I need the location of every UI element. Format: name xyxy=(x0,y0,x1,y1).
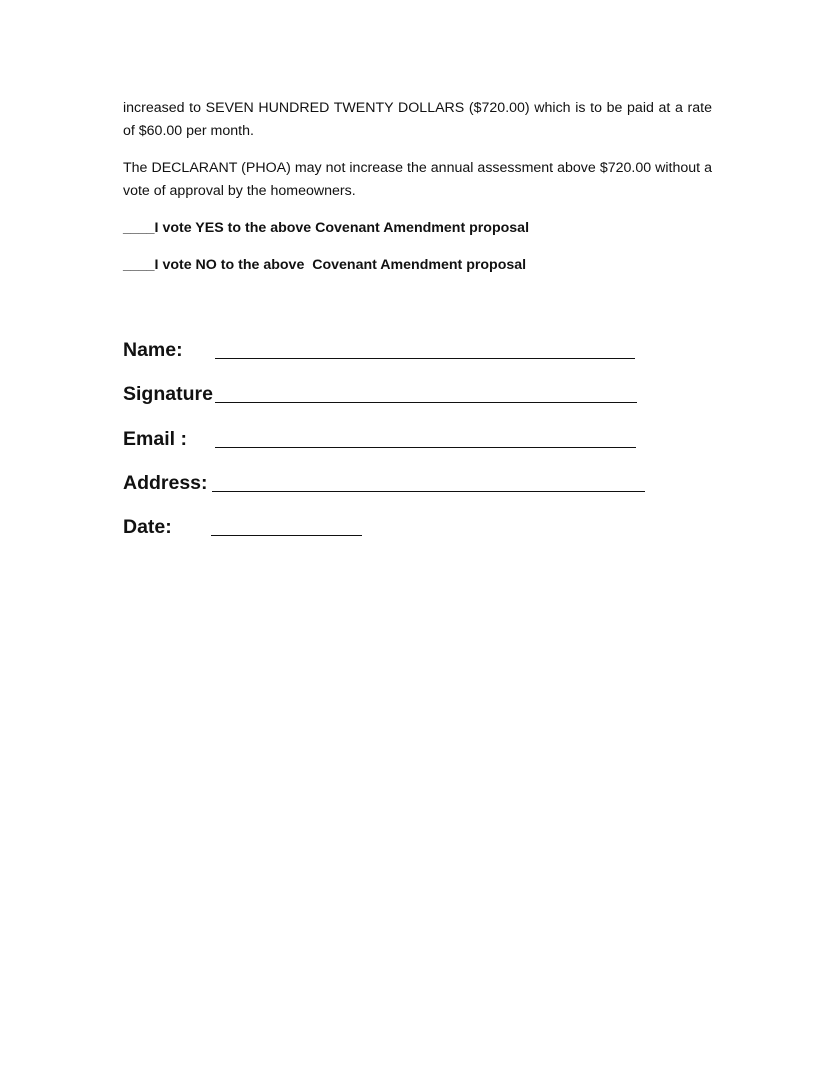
date-label: Date: xyxy=(123,516,172,538)
name-label: Name: xyxy=(123,339,183,361)
declarant-paragraph: The DECLARANT (PHOA) may not increase the annual assessment above $720.00 without a vote of approval by the homeowners. xyxy=(123,160,712,199)
vote-yes-option: ____I vote YES to the above Covenant Amendment proposal xyxy=(123,220,530,236)
date-blank-line xyxy=(211,535,362,536)
email-label: Email : xyxy=(123,428,187,450)
vote-no-option: ____I vote NO to the above Covenant Amendment proposal xyxy=(123,257,527,273)
signature-label: Signature xyxy=(123,383,213,405)
address-label: Address: xyxy=(123,472,208,494)
assessment-paragraph: increased to SEVEN HUNDRED TWENTY DOLLARS ($720.00) which is to be paid at a rate of $60.00 per month. xyxy=(123,100,712,139)
email-blank-line xyxy=(215,447,636,448)
address-blank-line xyxy=(212,491,645,492)
name-blank-line xyxy=(215,358,635,359)
signature-blank-line xyxy=(215,402,637,403)
